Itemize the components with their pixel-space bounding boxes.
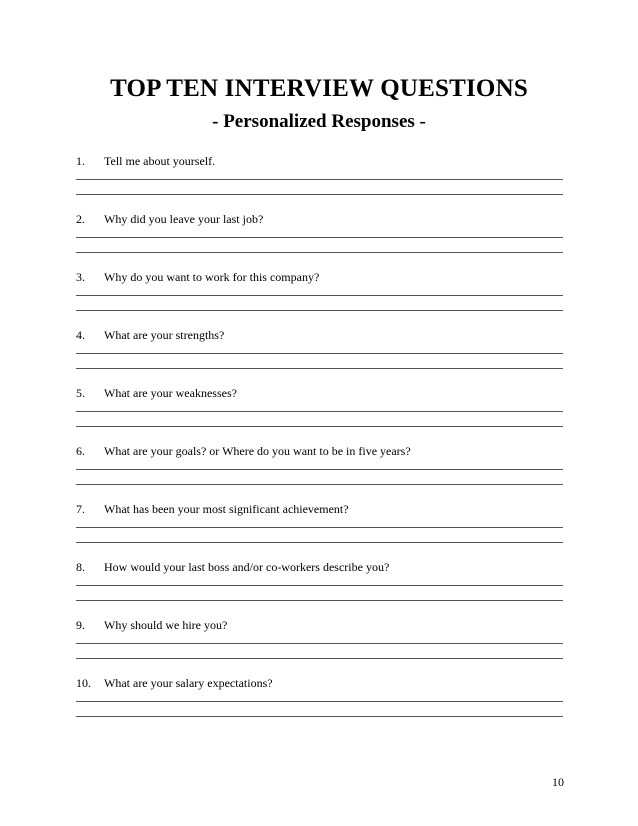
- answer-line[interactable]: [76, 237, 563, 238]
- question-text: What has been your most significant achievement?: [104, 502, 349, 516]
- question-text: Tell me about yourself.: [104, 154, 216, 168]
- question-item: [76, 150, 563, 208]
- answer-line[interactable]: [76, 600, 563, 601]
- answer-line[interactable]: [76, 353, 563, 354]
- question-number: 3.: [76, 270, 85, 284]
- question-item: [76, 266, 563, 324]
- question-text: Why do you want to work for this company?: [104, 270, 320, 284]
- answer-line[interactable]: [76, 310, 563, 311]
- answer-line[interactable]: [76, 542, 563, 543]
- answer-line[interactable]: [76, 469, 563, 470]
- question-number: 2.: [76, 212, 85, 226]
- answer-line[interactable]: [76, 701, 563, 702]
- question-item: [76, 498, 563, 556]
- question-number: 1.: [76, 154, 85, 168]
- answer-line[interactable]: [76, 527, 563, 528]
- answer-line[interactable]: [76, 411, 563, 412]
- question-text: What are your weaknesses?: [104, 386, 237, 400]
- page-number: 10: [552, 775, 564, 789]
- page-title: TOP TEN INTERVIEW QUESTIONS: [110, 75, 528, 102]
- question-item: [76, 440, 563, 498]
- question-item: [76, 208, 563, 266]
- question-number: 7.: [76, 502, 85, 516]
- question-number: 5.: [76, 386, 85, 400]
- answer-line[interactable]: [76, 194, 563, 195]
- question-number: 6.: [76, 444, 85, 458]
- question-number: 9.: [76, 618, 85, 632]
- question-item: [76, 324, 563, 382]
- question-number: 4.: [76, 328, 85, 342]
- question-text: What are your goals? or Where do you want to be in five years?: [104, 444, 411, 458]
- question-text: What are your strengths?: [104, 328, 225, 342]
- question-item: [76, 614, 563, 672]
- question-number: 10.: [76, 676, 91, 690]
- question-item: [76, 382, 563, 440]
- answer-line[interactable]: [76, 643, 563, 644]
- question-text: Why should we hire you?: [104, 618, 228, 632]
- question-item: [76, 556, 563, 614]
- question-item: [76, 672, 563, 730]
- question-list: [76, 150, 563, 730]
- page-subtitle: - Personalized Responses -: [212, 111, 426, 132]
- question-text: Why did you leave your last job?: [104, 212, 264, 226]
- answer-line[interactable]: [76, 368, 563, 369]
- question-text: How would your last boss and/or co-workers describe you?: [104, 560, 390, 574]
- question-number: 8.: [76, 560, 85, 574]
- answer-line[interactable]: [76, 716, 563, 717]
- answer-line[interactable]: [76, 658, 563, 659]
- answer-line[interactable]: [76, 179, 563, 180]
- answer-line[interactable]: [76, 295, 563, 296]
- answer-line[interactable]: [76, 426, 563, 427]
- answer-line[interactable]: [76, 585, 563, 586]
- question-text: What are your salary expectations?: [104, 676, 273, 690]
- answer-line[interactable]: [76, 484, 563, 485]
- answer-line[interactable]: [76, 252, 563, 253]
